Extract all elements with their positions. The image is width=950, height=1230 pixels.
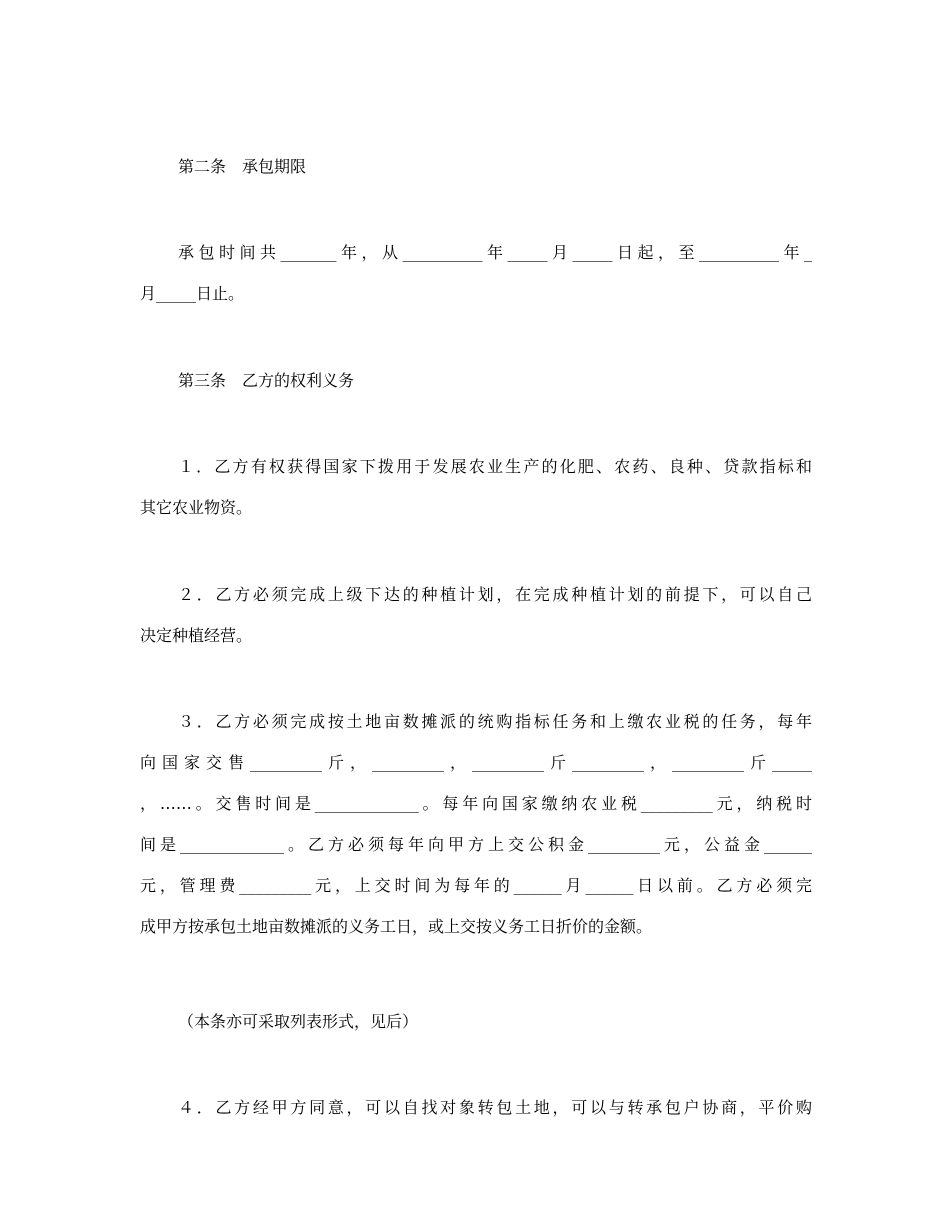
paragraph-line: 其它农业物资。 xyxy=(140,498,253,517)
paragraph-line: 月_____日止。 xyxy=(140,284,245,303)
paragraph-line: 元，管理费_________元，上交时间为每年的______月______日以前。乙方必须完 xyxy=(140,876,812,895)
article-3-item-1 xyxy=(140,446,812,528)
article-3-item-3 xyxy=(140,701,812,947)
paragraph-line: ，……。交售时间是_____________。每年向国家缴纳农业税_________元，纳税时 xyxy=(140,794,812,813)
paragraph-line: 决定种植经营。 xyxy=(140,626,253,645)
article-3-item-2 xyxy=(140,574,812,656)
heading-text: 第三条 乙方的权利义务 xyxy=(178,371,355,390)
paragraph-line: 间是_____________。乙方必须每年向甲方上交公积金_________元，公益金______ xyxy=(140,835,812,854)
paragraph-line: ３．乙方必须完成按土地亩数摊派的统购指标任务和上缴农业税的任务，每年 xyxy=(178,712,812,731)
paragraph-line: 承包时间共_______年，从__________年_____月_____日起，至__________年_ xyxy=(178,243,812,262)
paragraph-line: ２．乙方必须完成上级下达的种植计划，在完成种植计划的前提下，可以自己 xyxy=(178,585,812,604)
paragraph-line: ４．乙方经甲方同意，可以自找对象转包土地，可以与转承包户协商，平价购 xyxy=(178,1098,812,1117)
article-2-heading xyxy=(140,146,812,187)
heading-text: 第二条 承包期限 xyxy=(178,157,307,176)
article-3-item-4 xyxy=(140,1087,812,1128)
article-3-heading xyxy=(140,360,812,401)
paragraph-line: 成甲方按承包土地亩数摊派的义务工日，或上交按义务工日折价的金额。 xyxy=(140,917,653,936)
article-2-body xyxy=(140,232,812,314)
paragraph-line: 向国家交售_________斤，_________，_________斤_________，_________斤_____ xyxy=(140,753,812,772)
article-3-note xyxy=(140,1001,812,1042)
paragraph-line: １．乙方有权获得国家下拨用于发展农业生产的化肥、农药、良种、贷款指标和 xyxy=(178,457,812,476)
note-text: （本条亦可采取列表形式，见后） xyxy=(178,1012,419,1031)
